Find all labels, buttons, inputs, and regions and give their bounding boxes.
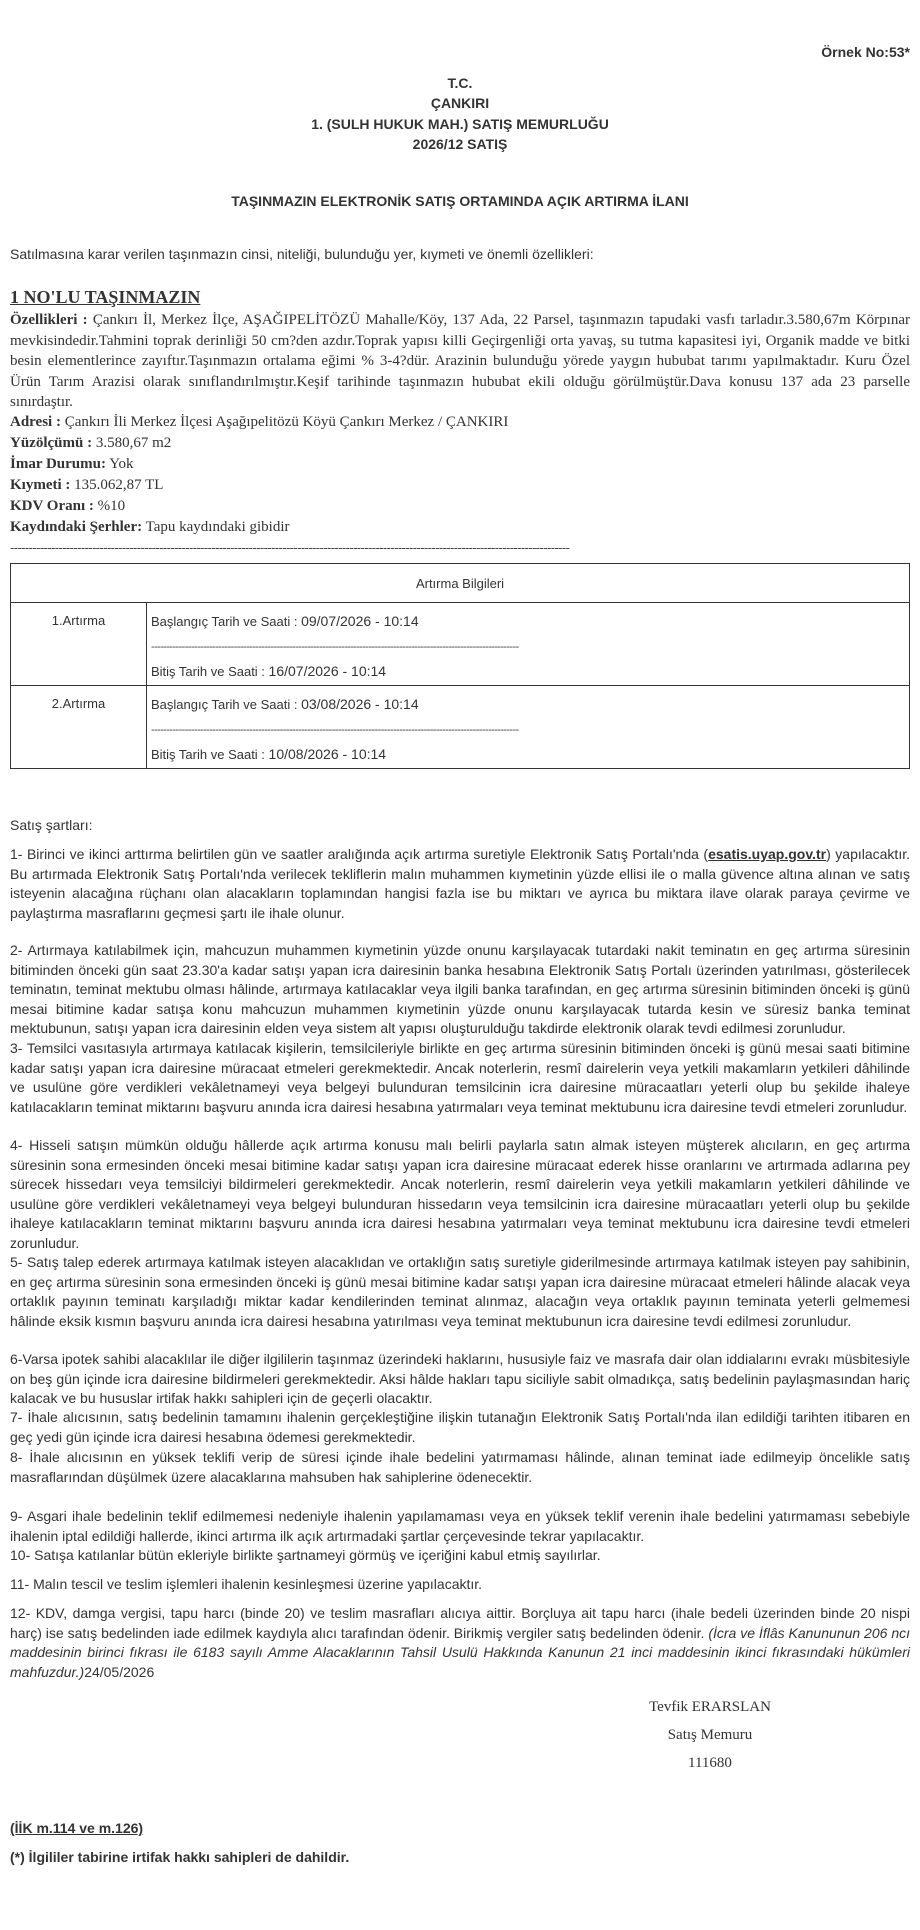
condition-1-text-a: 1- Birinci ve ikinci arttırma belirtilen gün ve saatler aralığında açık artırma suretiyle Elektronik Satış Portalı'nda ( — [10, 846, 709, 862]
zoning-value: Yok — [109, 456, 134, 472]
footnote: (*) İlgililer tabirine irtifak hakkı sahipleri de dahildir. — [10, 1849, 350, 1865]
auction-dates — [147, 686, 910, 769]
condition-12-legal-note: (İcra ve İflâs Kanununun 206 ncı maddesinin birinci fıkrası ile 6183 sayılı Amme Alacaklarının Tahsil Usulü Hakkında Kanunun 21 inci maddesinin ikinci fıkrasındaki hükümleri mahfuzdur.) — [10, 1624, 910, 1680]
condition-item: 11- Malın tescil ve teslim işlemleri ihalenin kesinleşmesi üzerine yapılacaktır. — [10, 1576, 483, 1592]
vat-label: KDV Oranı : — [10, 498, 94, 514]
signer-title: Satış Memuru — [667, 1727, 753, 1743]
esatis-portal-link[interactable]: esatis.uyap.gov.tr — [708, 846, 827, 862]
legal-reference: (İİK m.114 ve m.126) — [10, 1820, 144, 1836]
condition-item: 10- Satışa katılanlar bütün ekleriyle birlikte şartnameyi görmüş ve içeriğini kabul etmiş sayılırlar. — [10, 1547, 601, 1563]
header-office: 1. (SULH HUKUK MAH.) SATIŞ MEMURLUĞU — [311, 116, 609, 132]
value-row — [10, 477, 163, 494]
main-title: TAŞINMAZIN ELEKTRONİK SATIŞ ORTAMINDA AÇIK ARTIRMA İLANI — [231, 193, 689, 209]
condition-item-12 — [10, 1604, 910, 1682]
condition-item: 4- Hisseli satışın mümkün olduğu hâllerde açık artırma konusu malı belirli paylarla satın almak isteyen müşterek alıcıların, en geç artırma süresinin sona ermesinden önceki mesai bitimine kadar satışı yapan icra dairesine müracaat ederek hisse oranlarını ve artırmada adlarına pey sürecek hissedarı veya temsilciyi bildirmeleri gerekmektedir. Ancak noterlerin, resmî dairelerin veya yetkili makamların yetkileri dâhilinde ve usulüne göre verdikleri vekâletnameyi veya belgeyi bulunduran hissedarın veya temsilcinin icra dairesine müracaatları yeterli olup bu şekilde ihaleye katılacakların teminat miktarını başvuru anında icra dairesi hesabına yatırmaları veya teminat mektubunu icra dairesine tevdi etmeleri zorunludur. — [10, 1137, 910, 1251]
condition-12-text: 12- KDV, damga vergisi, tapu harcı (binde 20) ve teslim masrafları alıcıya aittir. Borçluya ait tapu harcı (ihale bedeli üzerinden binde 20 nispi harç) ise satış bedelinden iade edilmek kaydıyla alıcı tarafından ödenir. Birikmiş vergiler satış bedelinden ödenir. — [10, 1605, 910, 1641]
auction-dates — [147, 603, 910, 686]
end-date-label: Bitiş Tarih ve Saati : — [151, 747, 265, 762]
end-date-line — [151, 746, 905, 762]
property-title: 1 NO'LU TAŞINMAZIN — [10, 287, 201, 307]
signer-name: Tevfik ERARSLAN — [649, 1699, 771, 1715]
value-amount: 135.062,87 TL — [74, 477, 164, 493]
auction-row — [11, 603, 910, 686]
value-label: Kıymeti : — [10, 477, 71, 493]
condition-item: 8- İhale alıcısının en yüksek teklifi verip de süresi içinde ihale bedelini yatırmaması hâlinde, alınan teminat iade edilmeyip öncelikle satış masraflarından düşülmek üzere alacaklarına mahsuben hak sahiplerine ödenecektir. — [10, 1449, 910, 1485]
features-text: Çankırı İl, Merkez İlçe, AŞAĞIPELİTÖZÜ Mahalle/Köy, 137 Ada, 22 Parsel, taşınmazın tapudaki vasfı tarladır.3.580,67m Körpınar mevkisindedir.Tahmini toprak derinliği 50 cm?den azdır.Toprak yapısı killi Geçirgenliği orta yavaş, su tutma kapasitesi iyi, Organik madde ve bitki besin elementlerince zayıftır.Taşınmazın ortalama eğimi % 3-4?dür. Arazinin bulunduğu yörede yaygın hububat tarımı yapılmaktadır. Kuru Özel Ürün Tarım Arazisi olarak sınıflandırılmıştır.Keşif tarihinde taşınmazın hububat ekili olduğu görülmüştür.Dava konusu 137 ada 23 parselle sınırdaştır. — [10, 312, 910, 410]
vat-row — [10, 498, 125, 515]
annotations-row — [10, 519, 290, 536]
annotations-label: Kaydındaki Şerhler: — [10, 519, 143, 535]
header-city: ÇANKIRI — [430, 95, 490, 111]
intro-text: Satılmasına karar verilen taşınmazın cinsi, niteliği, bulunduğu yer, kıymeti ve önemli özellikleri: — [10, 246, 594, 262]
vat-value: %10 — [97, 498, 126, 514]
condition-item: 2- Artırmaya katılabilmek için, mahcuzun muhammen kıymetinin yüzde onunu karşılayacak tutardaki nakit teminatın en geç artırma süresinin bitiminden önceki gün saat 23.30'a kadar satışı yapan icra dairesinin banka hesabına Elektronik Satış Portalı üzerinden yatırılması, gösterilecek teminatın, teminat mektubu olması hâlinde, artırmaya katılacaklar veya ilgili banka tarafından, en geç artırma süresinin bitiminden önceki iş günü mesai bitimine kadar satışa konu mahcuzun muhammen kıymetinin yüzde onunu karşılayacak tutarda kesin ve süresiz banka teminat mektubunun, satışı yapan icra dairesinin elden veya sistem alt yapısı oluşturulduğu takdirde elektronik olarak tevdi edilmesi zorunludur. — [10, 942, 910, 1036]
start-date-label: Başlangıç Tarih ve Saati : — [151, 697, 298, 712]
area-row — [10, 435, 171, 452]
auction-round-label: 1.Artırma — [11, 603, 147, 686]
condition-item: 9- Asgari ihale bedelinin teklif edilmemesi nedeniyle ihalenin yapılamaması veya en yüksek teklif verenin ihale bedelini yatırmaması sebebiyle ihalenin iptal edildiği hallerde, ikinci artırma ilk açık artırmadaki şartlar çerçevesinde tekrar yapılacaktır. — [10, 1508, 910, 1544]
start-date-value: 03/08/2026 - 10:14 — [301, 696, 419, 712]
property-features — [10, 310, 910, 413]
zoning-label: İmar Durumu: — [10, 456, 106, 472]
start-date-line — [151, 696, 905, 712]
header-file-number: 2026/12 SATIŞ — [412, 136, 508, 152]
condition-item: 6-Varsa ipotek sahibi alacaklılar ile diğer ilgililerin taşınmaz üzerindeki haklarını, hususiyle faiz ve masrafa dair olan iddialarını evrakı müsbitesiyle on beş gün içinde icra dairesine bildirmeleri gerekmektedir. Aksi hâlde hakları tapu siciliyle sabit olmadıkça, satış bedelinin paylaşmasından hariç kalacak ve bu hususlar irtifak hakkı sahipleri için de geçerli olacaktır. — [10, 1351, 910, 1406]
condition-item-1 — [10, 845, 910, 923]
header-tc: T.C. — [447, 75, 473, 91]
sale-conditions-title: Satış şartları: — [10, 817, 93, 833]
auction-round-label: 2.Artırma — [11, 686, 147, 769]
separator-line: ------------------------------------------------------------------------------------------------------------------------------------------------------ — [10, 540, 570, 555]
end-date-value: 10/08/2026 - 10:14 — [268, 746, 387, 762]
start-date-label: Başlangıç Tarih ve Saati : — [151, 614, 298, 629]
area-label: Yüzölçümü : — [10, 435, 93, 451]
condition-item: 5- Satış talep ederek artırmaya katılmak isteyen alacaklıdan ve ortaklığın satış suretiyle giderilmesinde artırmaya katılmak isteyen pay sahibinin, en geç artırma süresinin sona ermesinden önceki iş günü mesai bitimine kadar satışı yapan icra dairesine müracaat etmeleri hâlinde alacak veya ortaklık payının teminatı karşıladığı miktar kadar kendilerinden teminat alınmaz, alacağın veya ortaklık payının teminata yeterli gelmemesi hâlinde eksik kısmın başvuru anında icra dairesi hesabına yatırılması veya teminat mektubunun icra dairesine tevdi edilmesi zorunludur. — [10, 1254, 910, 1329]
start-date-line — [151, 613, 905, 629]
end-date-label: Bitiş Tarih ve Saati : — [151, 664, 265, 679]
condition-1-text-b: ) yapılacaktır. Bu artırmada Elektronik Satış Portalı'nda verilecek tekliflerin malın muhammen kıymetinin yüzde ellisi ile o malla güvence altına alınan ve satış isteyenin alacağına rüçhanı olan alacakların toplamından hangisi fazla ise bu miktarı ve ayrıca bu miktara ilave olarak paraya çevirme ve paylaştırma masraflarını geçmesi şartı ile ihale olunur. — [10, 846, 910, 921]
address-value: Çankırı İli Merkez İlçesi Aşağıpelitözü Köyü Çankırı Merkez / ÇANKIRI — [64, 414, 509, 430]
zoning-row — [10, 456, 134, 473]
inner-separator: ------------------------------------------------------------------------------------------------------------------------ — [151, 724, 519, 736]
address-label: Adresi : — [10, 414, 61, 430]
annotations-value: Tapu kaydındaki gibidir — [145, 519, 290, 535]
auction-table-heading: Artırma Bilgileri — [11, 564, 910, 603]
signer-number: 111680 — [688, 1755, 732, 1771]
inner-separator: ------------------------------------------------------------------------------------------------------------------------ — [151, 641, 519, 653]
auction-table — [10, 563, 910, 769]
auction-row — [11, 686, 910, 769]
condition-item: 3- Temsilci vasıtasıyla artırmaya katılacak kişilerin, temsilcileriyle birlikte en geç artırma süresinin bitiminden önceki iş günü mesai saati bitimine kadar satışı yapan icra dairesine müracaat etmeleri gerekmektedir. Ancak noterlerin, resmî dairelerin veya yetkili makamların yetkileri dâhilinde ve usulüne göre verdikleri vekâletnameyi veya belgeyi bulunduran temsilcinin icra dairesine müracaatları yeterli olup bu şekilde ihaleye katılacakların teminat miktarını başvuru anında icra dairesi hesabına yatırmaları veya teminat mektubunu icra dairesine tevdi etmeleri zorunludur. — [10, 1040, 910, 1115]
area-value: 3.580,67 m2 — [95, 435, 172, 451]
features-label: Özellikleri : — [10, 312, 88, 328]
address-row — [10, 414, 508, 431]
start-date-value: 09/07/2026 - 10:14 — [301, 613, 419, 629]
end-date-line — [151, 663, 905, 679]
sample-number: Örnek No:53* — [821, 44, 910, 60]
end-date-value: 16/07/2026 - 10:14 — [268, 663, 387, 679]
document-date: 24/05/2026 — [84, 1663, 155, 1680]
condition-item: 7- İhale alıcısının, satış bedelinin tamamını ihalenin gerçekleştiğine ilişkin tutanağın Elektronik Satış Portalı'nda ilan edildiği tarihten itibaren en geç yedi gün içinde icra dairesi hesabına ödemesi gerekmektedir. — [10, 1409, 910, 1445]
